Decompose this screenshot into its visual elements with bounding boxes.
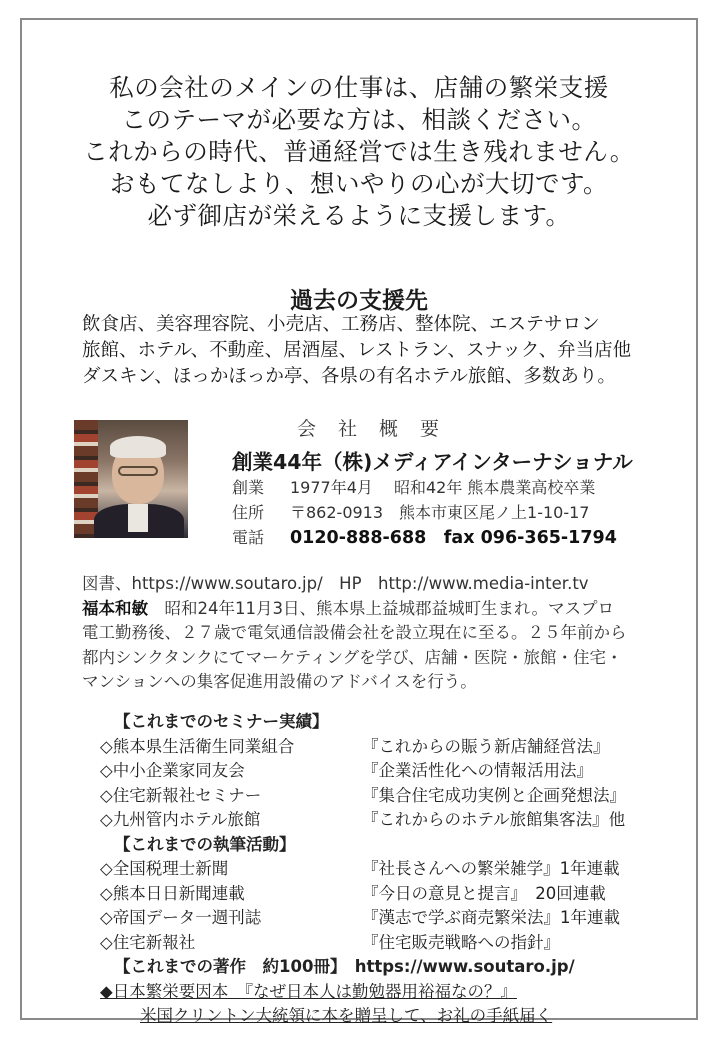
seminar-item (100, 784, 700, 809)
portrait-photo (74, 420, 188, 538)
books-link-line[interactable]: ◆日本繁栄要因本 『なぜ日本人は勤勉器用裕福なの？』 (100, 981, 517, 1001)
company-phone-row (232, 525, 692, 551)
books-link-line[interactable]: 米国クリントン大統領に本を贈呈して、お礼の手紙届く (140, 1006, 553, 1025)
intro-line: これからの時代、普通経営では生き残れません。 (83, 137, 635, 166)
profile-links: 図書、https://www.soutaro.jp/ HP http://www.media-inter.tv (82, 574, 589, 593)
phone-value: 0120-888-688 fax 096-365-1794 (290, 528, 617, 548)
profile-bio-line: 都内シンクタンクにてマーケティングを学び、店舗・医院・旅館・住宅・ (82, 647, 623, 667)
company-name: 創業44年（株)メディアインターナショナル (232, 450, 633, 474)
writing-item (100, 906, 700, 931)
past-clients-line: 飲食店、美容理容院、小売店、工務店、整体院、エステサロン (82, 314, 600, 335)
writing-title: 『住宅販売戦略への指針』 (362, 932, 560, 952)
writing-item (100, 857, 700, 882)
company-overview (232, 414, 692, 551)
writing-org: ◇住宅新報社 (100, 932, 196, 952)
intro-line: このテーマが必要な方は、相談ください。 (121, 105, 597, 134)
seminar-org: ◇住宅新報社セミナー (100, 785, 262, 805)
seminars-heading: 【これまでのセミナー実績】 (114, 712, 329, 731)
profile-bio-text: 昭和24年11月3日、熊本県上益城郡益城町生まれ。マスプロ (164, 598, 614, 618)
writing-title: 『社長さんへの繁栄雑学』1年連載 (362, 859, 620, 878)
intro-line: おもてなしより、想いやりの心が大切です。 (109, 169, 609, 198)
intro-line: 必ず御店が栄えるように支援します。 (147, 201, 571, 230)
seminar-title: 『集合住宅成功実例と企画発想法』 (362, 785, 626, 805)
seminar-org: ◇中小企業家同友会 (100, 761, 245, 780)
seminar-item (100, 808, 700, 833)
profile-bio-line (82, 597, 702, 622)
past-clients-line: ダスキン、ほっかほっか亭、各県の有名ホテル旅館、多数あり。 (82, 366, 616, 387)
writing-item (100, 882, 700, 907)
hair-shape (110, 436, 166, 458)
seminar-title: 『これからの賑う新店舗経営法』 (362, 736, 610, 756)
profile-section (82, 572, 702, 695)
glasses-shape (118, 466, 158, 476)
address-label: 住所 (232, 503, 265, 522)
past-clients-list (82, 312, 631, 390)
profile-bio-line: 電工勤務後、２７歳で電気通信設備会社を設立現在に至る。２５年前から (82, 623, 627, 642)
seminar-item (100, 759, 700, 784)
writing-org: ◇帝国データ一週刊誌 (100, 908, 262, 927)
intro-line: 私の会社のメインの仕事は、店舗の繁栄支援 (109, 73, 609, 102)
intro-message (22, 72, 696, 232)
flyer-frame (20, 18, 698, 1025)
company-founded-row (232, 475, 692, 500)
collar-shape (128, 504, 148, 532)
company-heading: 会社概要 (296, 418, 461, 440)
writing-title: 『今日の意見と提言』 20回連載 (362, 883, 606, 903)
phone-label: 電話 (232, 528, 265, 547)
seminar-title: 『これからのホテル旅館集客法』他 (362, 810, 626, 829)
seminar-org: ◇九州管内ホテル旅館 (100, 810, 261, 829)
founded-label: 創業 (232, 478, 265, 497)
company-address-row (232, 500, 692, 525)
seminar-org: ◇熊本県生活衛生同業組合 (100, 736, 295, 756)
past-clients-line: 旅館、ホテル、不動産、居酒屋、レストラン、スナック、弁当店他 (82, 340, 632, 361)
profile-name: 福本和敏 (82, 598, 148, 618)
profile-bio-line: マンションへの集客促進用設備のアドバイスを行う。 (82, 672, 477, 691)
founded-value: 1977年4月 昭和42年 熊本農業高校卒業 (290, 478, 596, 497)
seminar-title: 『企業活性化への情報活用法』 (362, 761, 593, 780)
writing-org: ◇熊本日日新聞連載 (100, 883, 245, 903)
writing-title: 『漢志で学ぶ商売繁栄法』1年連載 (362, 908, 620, 927)
writing-heading: 【これまでの執筆活動】 (114, 834, 296, 854)
past-clients-title: 過去の支援先 (290, 288, 428, 314)
writing-item (100, 931, 700, 956)
writing-org: ◇全国税理士新聞 (100, 859, 229, 878)
seminar-item (100, 735, 700, 760)
address-value: 〒862-0913 熊本市東区尾ノ上1-10-17 (290, 503, 590, 522)
achievements-section (100, 710, 700, 1029)
books-heading: 【これまでの著作 約100冊】 https://www.soutaro.jp/ (114, 957, 575, 976)
